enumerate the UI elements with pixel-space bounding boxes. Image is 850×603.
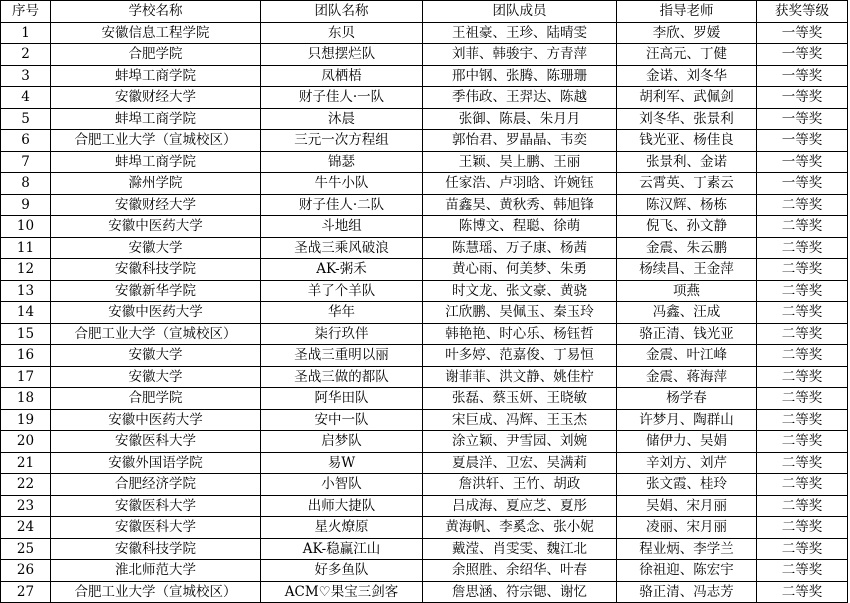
cell-advisors: 汪高元、丁健 <box>617 44 757 66</box>
cell-school: 安徽大学 <box>51 237 261 259</box>
table-row <box>1 173 848 195</box>
cell-team-members: 陈慧瑶、万子康、杨茜 <box>423 237 617 259</box>
cell-team-name: 圣战三乘风破浪 <box>261 237 423 259</box>
cell-team-name: 财子佳人·二队 <box>261 194 423 216</box>
cell-index: 6 <box>1 130 51 152</box>
cell-award-level: 二等奖 <box>757 216 848 238</box>
cell-index: 25 <box>1 538 51 560</box>
cell-award-level: 二等奖 <box>757 259 848 281</box>
cell-team-name: 启梦队 <box>261 431 423 453</box>
table-row <box>1 431 848 453</box>
cell-advisors: 杨学春 <box>617 388 757 410</box>
table-row <box>1 22 848 44</box>
cell-team-members: 涂立颖、尹雪园、刘婉 <box>423 431 617 453</box>
cell-team-members: 时文龙、张文豪、黄骁 <box>423 280 617 302</box>
cell-team-name: 安中一队 <box>261 409 423 431</box>
cell-team-members: 余照胜、余绍华、叶春 <box>423 560 617 582</box>
cell-award-level: 二等奖 <box>757 194 848 216</box>
cell-advisors: 云霄英、丁素云 <box>617 173 757 195</box>
table-row <box>1 194 848 216</box>
cell-advisors: 许梦月、陶群山 <box>617 409 757 431</box>
table-row <box>1 517 848 539</box>
cell-award-level: 一等奖 <box>757 87 848 109</box>
cell-team-name: 羊了个羊队 <box>261 280 423 302</box>
table-row <box>1 345 848 367</box>
cell-team-name: 易W <box>261 452 423 474</box>
cell-team-name: 华年 <box>261 302 423 324</box>
cell-index: 12 <box>1 259 51 281</box>
table-row <box>1 495 848 517</box>
cell-school: 蚌埠工商学院 <box>51 108 261 130</box>
cell-award-level: 一等奖 <box>757 65 848 87</box>
cell-award-level: 二等奖 <box>757 366 848 388</box>
cell-index: 21 <box>1 452 51 474</box>
cell-school: 合肥学院 <box>51 44 261 66</box>
cell-team-name: AK-粥禾 <box>261 259 423 281</box>
cell-school: 安徽大学 <box>51 366 261 388</box>
table-body <box>1 22 848 603</box>
cell-school: 安徽中医药大学 <box>51 409 261 431</box>
cell-team-members: 宋巨成、冯辉、王玉杰 <box>423 409 617 431</box>
table-row <box>1 366 848 388</box>
cell-school: 滁州学院 <box>51 173 261 195</box>
cell-advisors: 凌丽、宋月丽 <box>617 517 757 539</box>
cell-team-name: 圣战三做的都队 <box>261 366 423 388</box>
cell-index: 13 <box>1 280 51 302</box>
cell-team-members: 黄海帆、李奚念、张小妮 <box>423 517 617 539</box>
cell-school: 安徽新华学院 <box>51 280 261 302</box>
cell-school: 安徽信息工程学院 <box>51 22 261 44</box>
cell-team-members: 任家浩、卢羽晗、许婉钰 <box>423 173 617 195</box>
cell-award-level: 一等奖 <box>757 173 848 195</box>
cell-team-members: 张磊、蔡玉妍、王晓敏 <box>423 388 617 410</box>
cell-school: 合肥工业大学（宣城校区） <box>51 323 261 345</box>
cell-advisors: 金震、蒋海萍 <box>617 366 757 388</box>
cell-index: 11 <box>1 237 51 259</box>
cell-index: 24 <box>1 517 51 539</box>
cell-team-name: 柒行玖伴 <box>261 323 423 345</box>
cell-index: 26 <box>1 560 51 582</box>
cell-index: 8 <box>1 173 51 195</box>
cell-award-level: 二等奖 <box>757 495 848 517</box>
cell-school: 蚌埠工商学院 <box>51 65 261 87</box>
table-row <box>1 302 848 324</box>
cell-index: 19 <box>1 409 51 431</box>
cell-school: 安徽财经大学 <box>51 87 261 109</box>
cell-advisors: 倪飞、孙文静 <box>617 216 757 238</box>
cell-advisors: 项燕 <box>617 280 757 302</box>
table-row <box>1 560 848 582</box>
cell-index: 27 <box>1 581 51 603</box>
cell-school: 合肥学院 <box>51 388 261 410</box>
table-row <box>1 237 848 259</box>
cell-advisors: 胡利军、武佩剑 <box>617 87 757 109</box>
cell-team-name: 星火燎原 <box>261 517 423 539</box>
cell-index: 20 <box>1 431 51 453</box>
cell-advisors: 辛刘方、刘芹 <box>617 452 757 474</box>
cell-award-level: 二等奖 <box>757 517 848 539</box>
cell-advisors: 金诺、刘冬华 <box>617 65 757 87</box>
table-row <box>1 581 848 603</box>
cell-team-members: 张御、陈晨、朱月月 <box>423 108 617 130</box>
cell-award-level: 二等奖 <box>757 452 848 474</box>
cell-school: 淮北师范大学 <box>51 560 261 582</box>
table-row <box>1 44 848 66</box>
cell-index: 4 <box>1 87 51 109</box>
table-row <box>1 388 848 410</box>
cell-advisors: 冯鑫、汪成 <box>617 302 757 324</box>
cell-school: 安徽医科大学 <box>51 431 261 453</box>
cell-team-name: 牛牛小队 <box>261 173 423 195</box>
cell-school: 合肥工业大学（宣城校区） <box>51 130 261 152</box>
cell-team-members: 郭怡君、罗晶晶、韦奕 <box>423 130 617 152</box>
cell-advisors: 金震、叶江峰 <box>617 345 757 367</box>
cell-school: 安徽大学 <box>51 345 261 367</box>
cell-team-members: 王颖、吴上鹏、王丽 <box>423 151 617 173</box>
cell-advisors: 金震、朱云鹏 <box>617 237 757 259</box>
cell-school: 安徽科技学院 <box>51 538 261 560</box>
cell-index: 10 <box>1 216 51 238</box>
cell-team-members: 苗鑫昊、黄秋秀、韩旭锋 <box>423 194 617 216</box>
cell-team-name: ACM♡果宝三剑客 <box>261 581 423 603</box>
table-row <box>1 474 848 496</box>
table-row <box>1 65 848 87</box>
cell-advisors: 程业炳、李学兰 <box>617 538 757 560</box>
table-row <box>1 151 848 173</box>
cell-team-name: 圣战三重明以丽 <box>261 345 423 367</box>
cell-school: 安徽医科大学 <box>51 495 261 517</box>
cell-index: 23 <box>1 495 51 517</box>
cell-school: 安徽中医药大学 <box>51 302 261 324</box>
cell-team-name: 三元一次方程组 <box>261 130 423 152</box>
cell-advisors: 钱光亚、杨佳良 <box>617 130 757 152</box>
cell-advisors: 张景利、金诺 <box>617 151 757 173</box>
cell-team-name: 阿华田队 <box>261 388 423 410</box>
table-row <box>1 409 848 431</box>
table-row <box>1 452 848 474</box>
cell-index: 3 <box>1 65 51 87</box>
cell-index: 14 <box>1 302 51 324</box>
cell-advisors: 杨续昌、王金萍 <box>617 259 757 281</box>
cell-team-members: 叶多婷、范嘉俊、丁易恒 <box>423 345 617 367</box>
header-row <box>1 1 848 23</box>
cell-team-members: 詹洪轩、王竹、胡政 <box>423 474 617 496</box>
cell-index: 2 <box>1 44 51 66</box>
cell-award-level: 二等奖 <box>757 560 848 582</box>
cell-award-level: 二等奖 <box>757 474 848 496</box>
table-row <box>1 259 848 281</box>
cell-team-members: 王祖豪、王珍、陆晴雯 <box>423 22 617 44</box>
cell-award-level: 二等奖 <box>757 280 848 302</box>
cell-advisors: 骆正清、冯志芳 <box>617 581 757 603</box>
cell-advisors: 骆正清、钱光亚 <box>617 323 757 345</box>
cell-team-name: 沐晨 <box>261 108 423 130</box>
header-team-members: 团队成员 <box>423 1 617 23</box>
cell-school: 安徽外国语学院 <box>51 452 261 474</box>
cell-team-name: 小智队 <box>261 474 423 496</box>
cell-advisors: 刘冬华、张景利 <box>617 108 757 130</box>
cell-advisors: 张文霞、桂玲 <box>617 474 757 496</box>
cell-school: 蚌埠工商学院 <box>51 151 261 173</box>
cell-award-level: 二等奖 <box>757 538 848 560</box>
cell-team-members: 邢中钢、张腾、陈珊珊 <box>423 65 617 87</box>
cell-advisors: 陈汉辉、杨栋 <box>617 194 757 216</box>
table-row <box>1 216 848 238</box>
cell-award-level: 一等奖 <box>757 130 848 152</box>
cell-award-level: 二等奖 <box>757 388 848 410</box>
cell-team-members: 夏晨洋、卫宏、吴满莉 <box>423 452 617 474</box>
cell-team-members: 刘菲、韩骏宇、方青萍 <box>423 44 617 66</box>
cell-award-level: 二等奖 <box>757 302 848 324</box>
cell-award-level: 一等奖 <box>757 151 848 173</box>
cell-award-level: 二等奖 <box>757 431 848 453</box>
cell-team-name: 出师大捷队 <box>261 495 423 517</box>
cell-team-name: AK-稳赢江山 <box>261 538 423 560</box>
cell-award-level: 一等奖 <box>757 22 848 44</box>
cell-team-name: 只想摆烂队 <box>261 44 423 66</box>
header-award-level: 获奖等级 <box>757 1 848 23</box>
table-row <box>1 538 848 560</box>
cell-team-members: 黄心雨、何美梦、朱勇 <box>423 259 617 281</box>
cell-school: 安徽中医药大学 <box>51 216 261 238</box>
cell-school: 合肥工业大学（宣城校区） <box>51 581 261 603</box>
table-row <box>1 108 848 130</box>
cell-team-name: 锦瑟 <box>261 151 423 173</box>
cell-award-level: 二等奖 <box>757 323 848 345</box>
cell-index: 15 <box>1 323 51 345</box>
cell-school: 安徽财经大学 <box>51 194 261 216</box>
cell-advisors: 徐祖迎、陈宏宇 <box>617 560 757 582</box>
cell-index: 9 <box>1 194 51 216</box>
table-row <box>1 280 848 302</box>
cell-team-name: 财子佳人·一队 <box>261 87 423 109</box>
cell-award-level: 二等奖 <box>757 581 848 603</box>
cell-index: 7 <box>1 151 51 173</box>
header-advisors: 指导老师 <box>617 1 757 23</box>
cell-index: 18 <box>1 388 51 410</box>
cell-team-members: 吕成海、夏应芝、夏彤 <box>423 495 617 517</box>
table-row <box>1 87 848 109</box>
cell-index: 5 <box>1 108 51 130</box>
header-index: 序号 <box>1 1 51 23</box>
cell-index: 16 <box>1 345 51 367</box>
cell-school: 安徽科技学院 <box>51 259 261 281</box>
cell-team-members: 谢菲菲、洪文静、姚佳柠 <box>423 366 617 388</box>
cell-team-members: 季伟政、王羿达、陈越 <box>423 87 617 109</box>
cell-advisors: 李欣、罗媛 <box>617 22 757 44</box>
cell-school: 合肥经济学院 <box>51 474 261 496</box>
table-row <box>1 323 848 345</box>
cell-advisors: 储伊力、吴娟 <box>617 431 757 453</box>
header-school: 学校名称 <box>51 1 261 23</box>
cell-team-members: 韩艳艳、时心乐、杨钰哲 <box>423 323 617 345</box>
cell-advisors: 吴娟、宋月丽 <box>617 495 757 517</box>
cell-team-name: 凤栖梧 <box>261 65 423 87</box>
cell-team-name: 东贝 <box>261 22 423 44</box>
cell-index: 17 <box>1 366 51 388</box>
cell-award-level: 一等奖 <box>757 108 848 130</box>
table-row <box>1 130 848 152</box>
cell-award-level: 二等奖 <box>757 345 848 367</box>
cell-index: 1 <box>1 22 51 44</box>
cell-team-members: 江欣鹏、吴佩玉、秦玉玲 <box>423 302 617 324</box>
cell-school: 安徽医科大学 <box>51 517 261 539</box>
cell-team-members: 陈博文、程聪、徐萌 <box>423 216 617 238</box>
header-team-name: 团队名称 <box>261 1 423 23</box>
cell-team-name: 好多鱼队 <box>261 560 423 582</box>
cell-team-members: 戴滢、肖雯雯、魏江北 <box>423 538 617 560</box>
cell-award-level: 二等奖 <box>757 237 848 259</box>
cell-award-level: 二等奖 <box>757 409 848 431</box>
cell-team-members: 詹思涵、符宗锶、谢忆 <box>423 581 617 603</box>
cell-award-level: 一等奖 <box>757 44 848 66</box>
cell-index: 22 <box>1 474 51 496</box>
cell-team-name: 斗地组 <box>261 216 423 238</box>
